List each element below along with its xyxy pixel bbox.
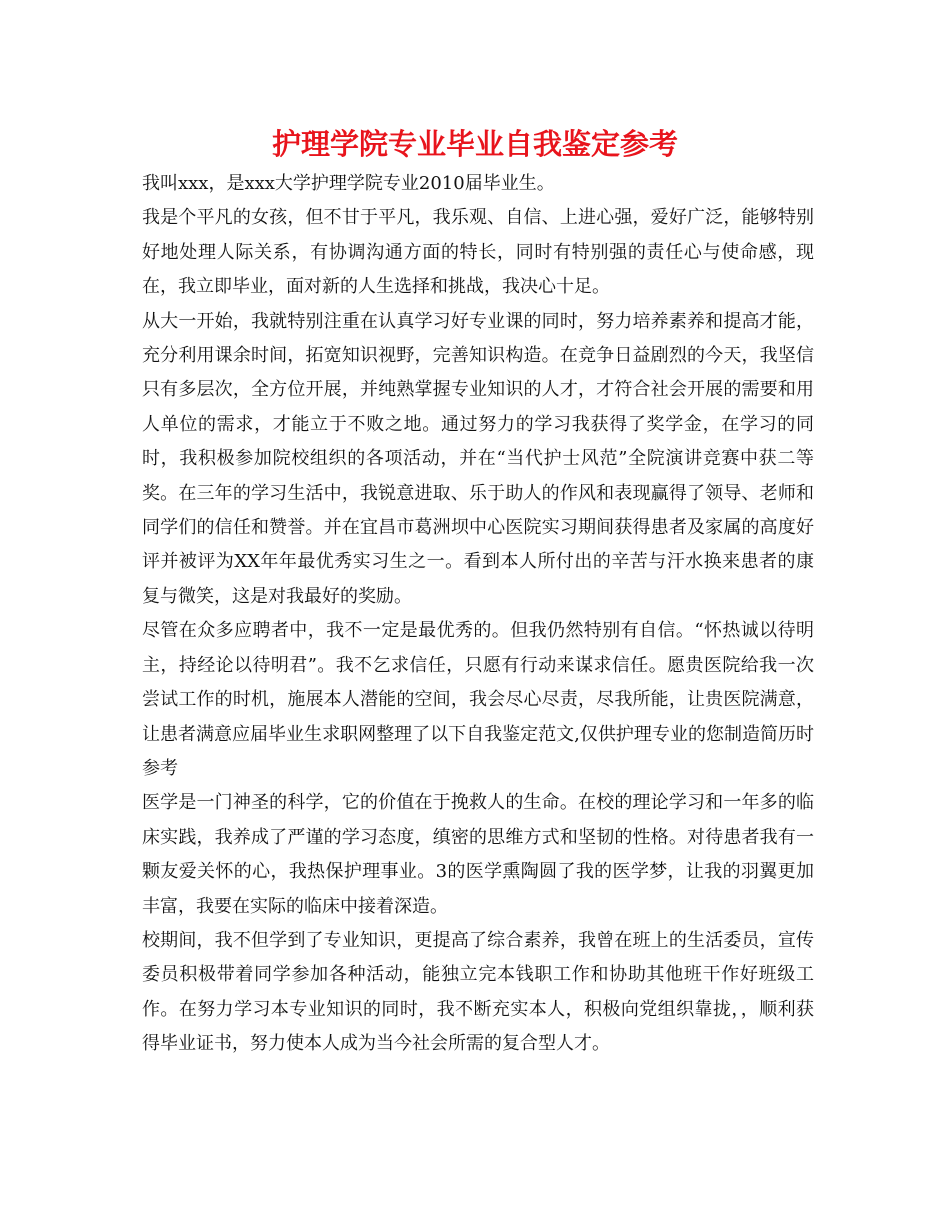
paragraph-medicine: 医学是一门神圣的科学，它的价值在于挽救人的生命。在校的理论学习和一年多的临床实践，我养成了严谨的学习态度，缜密的思维方式和坚韧的性格。对待患者我有一颗友爱关怀的心，我热保护理事业。3的医学熏陶圆了我的医学梦，让我的羽翼更加丰富，我要在实际的临床中接着深造。	[142, 792, 814, 917]
paragraph-application: 尽管在众多应聘者中，我不一定是最优秀的。但我仍然特别有自信。“怀热诚以待明主，持经论以待明君”。我不乞求信任，只愿有行动来谋求信任。愿贵医院给我一次尝试工作的时机，施展本人潜能的空间，我会尽心尽责，尽我所能，让贵医院满意，让患者满意应届毕业生求职网整理了以下自我鉴定范文,仅供护理专业的您制造简历时参考	[142, 620, 814, 779]
document-body	[142, 167, 814, 1062]
paragraph-campus: 校期间，我不但学到了专业知识，更提高了综合素养，我曾在班上的生活委员，宣传委员积极带着同学参加各种活动，能独立完本钱职工作和协助其他班干作好班级工作。在努力学习本专业知识的同时，我不断充实本人，积极向党组织靠拢，，顺利获得毕业证书，努力使本人成为当今社会所需的复合型人才。	[142, 929, 814, 1055]
paragraph-study: 从大一开始，我就特别注重在认真学习好专业课的同时，努力培养素养和提高才能，充分利用课余时间，拓宽知识视野，完善知识构造。在竞争日益剧烈的今天，我坚信只有多层次，全方位开展，并纯熟掌握专业知识的人才，才符合社会开展的需要和用人单位的需求，才能立于不败之地。通过努力的学习我获得了奖学金，在学习的同时，我积极参加院校组织的各项活动，并在“当代护士风范”全院演讲竞赛中获二等奖。在三年的学习生活中，我锐意进取、乐于助人的作风和表现赢得了领导、老师和同学们的信任和赞誉。并在宜昌市葛洲坝中心医院实习期间获得患者及家属的高度好评并被评为XX年年最优秀实习生之一。看到本人所付出的辛苦与汗水换来患者的康复与微笑，这是对我最好的奖励。	[142, 310, 814, 607]
paragraph-personality: 我是个平凡的女孩，但不甘于平凡，我乐观、自信、上进心强，爱好广泛，能够特别好地处理人际关系，有协调沟通方面的特长，同时有特别强的责任心与使命感，现在，我立即毕业，面对新的人生选择和挑战，我决心十足。	[142, 207, 814, 298]
document-title: 护理学院专业毕业自我鉴定参考	[271, 127, 678, 161]
paragraph-intro: 我叫xxx，是xxx大学护理学院专业2010届毕业生。	[142, 173, 555, 194]
